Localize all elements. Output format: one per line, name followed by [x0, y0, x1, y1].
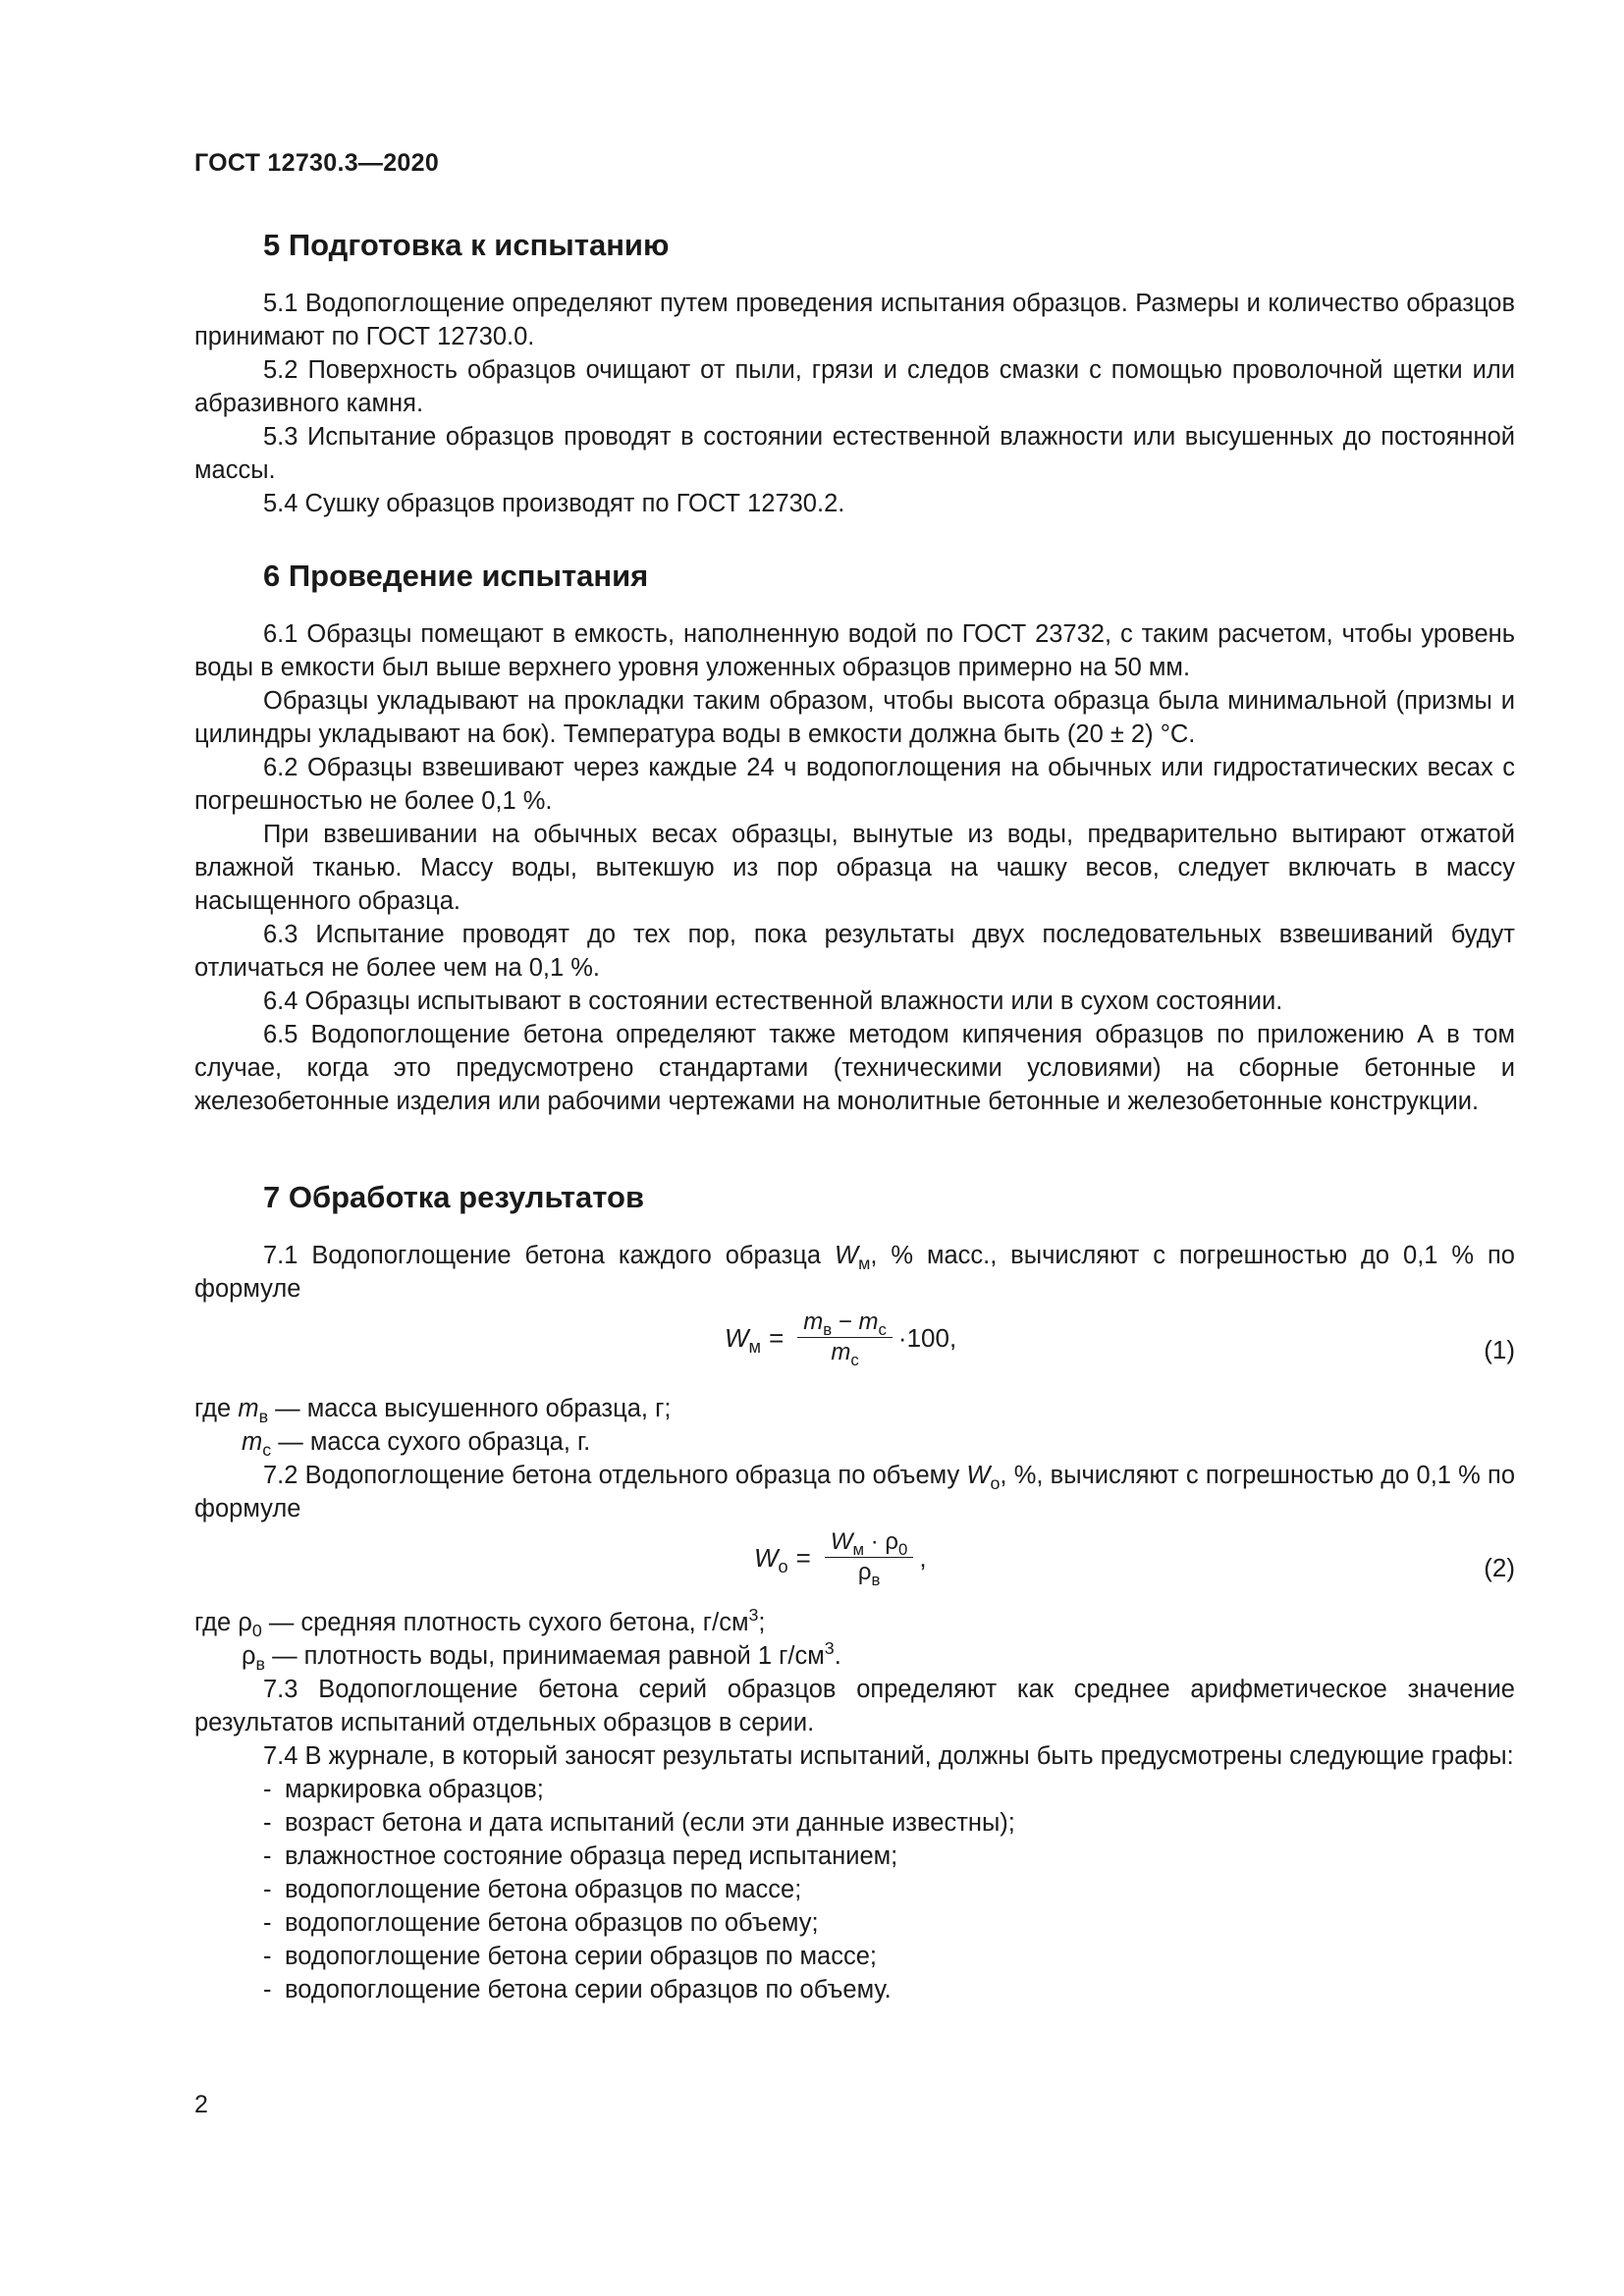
paragraph-5-4: 5.4 Сушку образцов производят по ГОСТ 12730.2.: [263, 490, 845, 517]
paragraph-7-2: 7.2 Водопоглощение бетона отдельного образца по объему $W_о$, %, вычисляют с погрешностью до 0,1 % по формуле: [194, 1462, 1516, 1522]
list-item: - водопоглощение бетона образцов по объему;: [263, 1906, 1515, 1940]
formula-1-number: (1): [1484, 1335, 1515, 1364]
paragraph-6-4: 6.4 Образцы испытывают в состоянии естественной влажности или в сухом состоянии.: [263, 988, 1283, 1015]
journal-columns-list: [194, 1773, 1515, 2006]
paragraph-5-1: 5.1 Водопоглощение определяют путем проведения испытания образцов. Размеры и количество образцов принимают по ГОСТ 12730.0.: [194, 290, 1515, 350]
paragraph-6-2: 6.2 Образцы взвешивают через каждые 24 ч водопоглощения на обычных или гидростатических весах с погрешностью не более 0,1 %.: [194, 754, 1515, 815]
paragraph-7-1: 7.1 Водопоглощение бетона каждого образца $W_м$, % масс., вычисляют с погрешностью до 0,1 % по формуле: [194, 1242, 1515, 1303]
page-number: 2: [194, 2091, 208, 2118]
where-m-s: $m_с$ — масса сухого образца, г.: [242, 1428, 591, 1460]
formula-2-number: (2): [1484, 1553, 1515, 1582]
paragraph-6-1: 6.1 Образцы помещают в емкость, наполненную водой по ГОСТ 23732, с таким расчетом, чтобы уровень воды в емкости был выше верхнего уровня уложенных образцов примерно на 50 мм.: [194, 620, 1515, 681]
section-7-title: 7 Обработка результатов: [263, 1180, 645, 1214]
formula-1-fraction: $\frac{m_в - m_с}{m_с}$: [797, 1308, 893, 1367]
where-m-v: где $m_в$ — масса высушенного образца, г;: [194, 1395, 672, 1426]
formula-1: $W_м$ = $\frac{m_в - m_с}{m_с}$ ·100, (1): [725, 1308, 1515, 1369]
standard-code-header: ГОСТ 12730.3—2020: [194, 149, 440, 177]
paragraph-5-3: 5.3 Испытание образцов проводят в состоянии естественной влажности или высушенных до постоянной массы.: [194, 423, 1515, 484]
list-item: - водопоглощение бетона серии образцов по объему.: [263, 1973, 1515, 2006]
section-6-title: 6 Проведение испытания: [263, 559, 649, 593]
paragraph-6-3: 6.3 Испытание проводят до тех пор, пока результаты двух последовательных взвешиваний будут отличаться не более чем на 0,1 %.: [194, 921, 1515, 982]
where-rho-0: где $\rho_0$ — средняя плотность сухого бетона, $г/см^3$;: [194, 1605, 766, 1640]
formula-2-fraction: $\frac{W_м \cdot \rho_0}{\rho_в}$: [825, 1527, 914, 1587]
list-item: - водопоглощение бетона образцов по массе;: [263, 1873, 1515, 1906]
section-6: [194, 557, 1515, 1118]
list-item: - маркировка образцов;: [263, 1773, 1515, 1806]
paragraph-6-2-cont: При взвешивании на обычных весах образцы, вынутые из воды, предварительно вытирают отжатой влажной тканью. Массу воды, вытекшую из пор образца на чашку весов, следует включать в массу насыщенного образца.: [194, 821, 1515, 915]
list-item: - возраст бетона и дата испытаний (если эти данные известны);: [263, 1806, 1515, 1840]
paragraph-6-1-cont: Образцы укладывают на прокладки таким образом, чтобы высота образца была минимальной (призмы и цилиндры укладывают на бок). Температура воды в емкости должна быть (20 ± 2) °С.: [194, 687, 1515, 748]
formula-2: $W_о$ = $\frac{W_м \cdot \rho_0}{\rho_в}$ , (2): [754, 1528, 1515, 1589]
list-item: - водопоглощение бетона серии образцов по массе;: [263, 1940, 1515, 1973]
paragraph-5-2: 5.2 Поверхность образцов очищают от пыли, грязи и следов смазки с помощью проволочной щетки или абразивного камня.: [194, 356, 1515, 417]
paragraph-6-5: 6.5 Водопоглощение бетона определяют также методом кипячения образцов по приложению А в том случае, когда это предусмотрено стандартами (техническими условиями) на сборные бетонные и железобетонные изделия или рабочими чертежами на монолитные бетонные и железобетонные конструкции.: [194, 1021, 1515, 1115]
list-item: - влажностное состояние образца перед испытанием;: [263, 1840, 1515, 1873]
section-5: [194, 226, 1515, 520]
paragraph-7-4: 7.4 В журнале, в который заносят результаты испытаний, должны быть предусмотрены следующие графы:: [263, 1742, 1514, 1770]
paragraph-7-3: 7.3 Водопоглощение бетона серий образцов определяют как среднее арифметическое значение результатов испытаний отдельных образцов в серии.: [194, 1676, 1515, 1736]
section-7: [194, 1178, 1515, 2006]
section-5-title: 5 Подготовка к испытанию: [263, 228, 670, 262]
where-rho-v: $\rho_в$ — плотность воды, принимаемая равной 1 $г/см^3$.: [242, 1638, 841, 1674]
